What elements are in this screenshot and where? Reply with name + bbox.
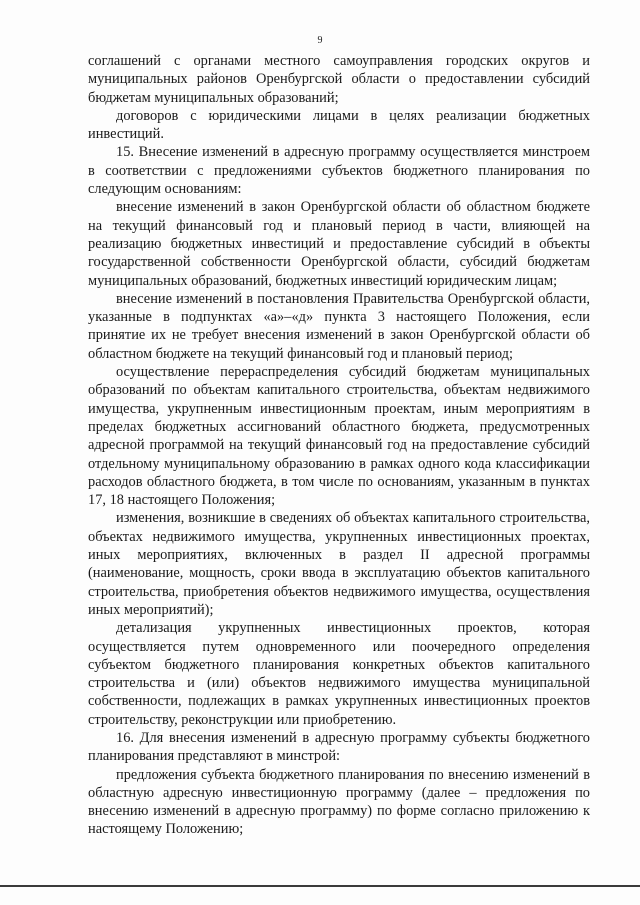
paragraph-project-detailing: детализация укрупненных инвестиционных проектов, которая осуществляется путем одновременного или поочередного определения субъектом бюджетного планирования конкретных объектов капитального строительства и (или) объектов недвижимого имущества муниципальной собственности, подлежащих в рамках укрупненных инвестиционных проектов строительству, реконструкции или приобретению.	[88, 620, 590, 728]
page-bottom-border	[0, 885, 640, 887]
document-body	[88, 52, 590, 839]
paragraph-change-proposals: предложения субъекта бюджетного планирования по внесению изменений в областную адресную инвестиционную программу (далее – предложения по внесению изменений в адресную программу) по форме согласно приложению к настоящему Положению;	[88, 766, 590, 838]
paragraph-agreements-municipal: соглашений с органами местного самоуправления городских округов и муниципальных районов Оренбургской области о предоставлении субсидий бюджетам муниципальных образований;	[88, 53, 590, 106]
paragraph-clause-15: 15. Внесение изменений в адресную программу осуществляется минстроем в соответствии с предложениями субъектов бюджетного планирования по следующим основаниям:	[88, 144, 590, 198]
paragraph-government-resolutions: внесение изменений в постановления Правительства Оренбургской области, указанные в подпунктах «а»–«д» пункта 3 настоящего Положения, если принятие их не требует внесения изменений в закон Оренбургской области об областном бюджете на текущий финансовый год и плановый период;	[88, 290, 590, 362]
paragraph-subsidy-redistribution: осуществление перераспределения субсидий бюджетам муниципальных образований по объектам капитального строительства, объектам недвижимого имущества, укрупненным инвестиционным проектам, иным мероприятиям в пределах бюджетных ассигнований областного бюджета, предусмотренных адресной программой на текущий финансовый год на предоставление субсидий отдельному муниципальному образованию в рамках одного кода классификации расходов областного бюджета, в том числе по основаниям, указанным в пунктах 17, 18 настоящего Положения;	[88, 364, 590, 509]
paragraph-budget-law-changes: внесение изменений в закон Оренбургской области об областном бюджете на текущий финансовый год и плановый период в части, влияющей на реализацию бюджетных инвестиций и предоставление субсидий в объекты государственной собственности Оренбургской области, субсидий бюджетам муниципальных образований, бюджетных инвестиций юридическим лицам;	[88, 199, 590, 289]
paragraph-clause-16: 16. Для внесения изменений в адресную программу субъекты бюджетного планирования представляют в минстрой:	[88, 729, 590, 765]
paragraph-contracts-legal-entities: договоров с юридическими лицами в целях реализации бюджетных инвестиций.	[88, 107, 590, 143]
page-number: 9	[317, 35, 323, 46]
paragraph-object-info-changes: изменения, возникшие в сведениях об объектах капитального строительства, объектах недвижимого имущества, укрупненных инвестиционных проектах, иных мероприятиях, включенных в раздел II адресной программы (наименование, мощность, сроки ввода в эксплуатацию объектов капитального строительства, приобретения объектов недвижимого имущества, осуществления иных мероприятий);	[88, 510, 590, 618]
